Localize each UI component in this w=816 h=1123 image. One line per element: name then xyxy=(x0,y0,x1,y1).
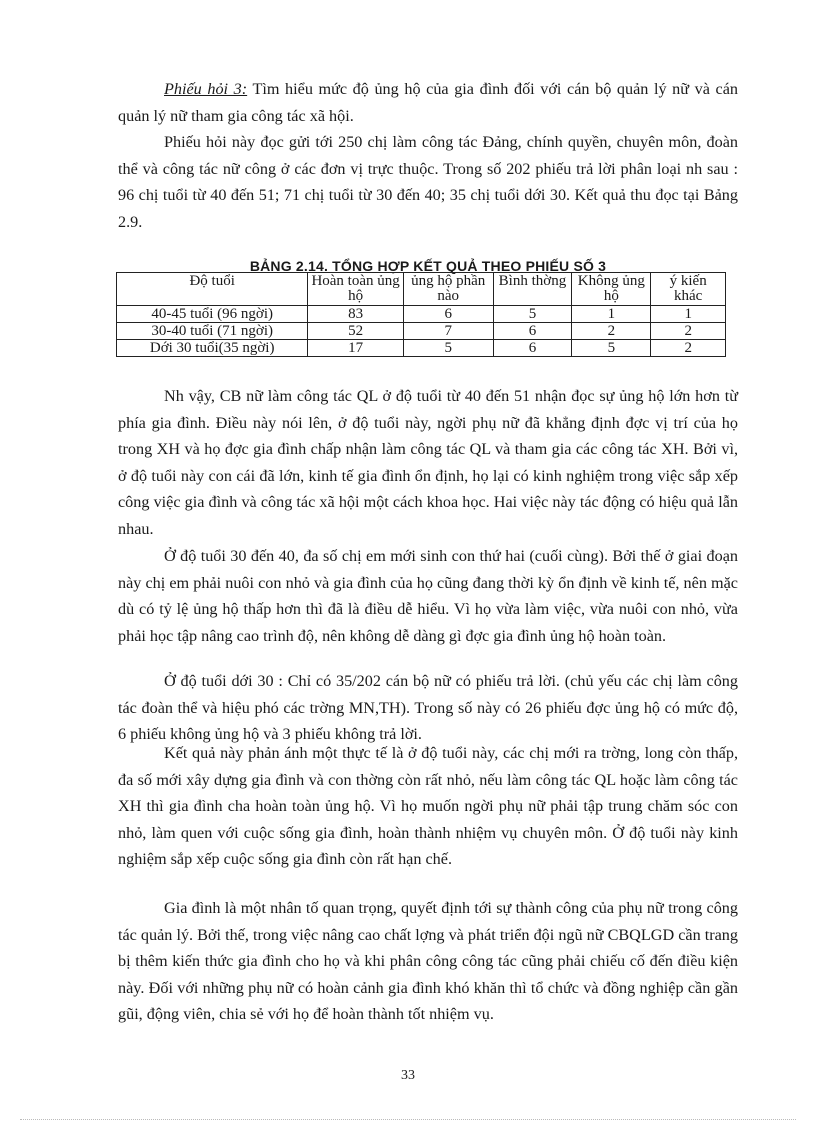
results-table xyxy=(116,272,726,357)
paragraph-5: Kết quả này phản ánh một thực tế là ở độ tuổi này, các chị mới ra trờng, long còn thấp, đa số mới xây dựng gia đình và con thờng còn rất nhỏ, nếu làm công tác QL hoặc làm công tác XH thì gia đình cha hoàn toàn ủng hộ. Vì họ muốn ngời phụ nữ phải tập trung chăm sóc con nhỏ, làm quen với cuộc sống gia đình, hoàn thành nhiệm vụ chuyên môn. Ở độ tuổi này kinh nghiệm sắp xếp cuộc sống gia đình còn rất hạn chế. xyxy=(118,744,738,869)
paragraph-2: Nh vậy, CB nữ làm công tác QL ở độ tuổi từ 40 đến 51 nhận đọc sự ủng hộ lớn hơn từ phía gia đình. Điều này nói lên, ở độ tuổi này, ngời phụ nữ đã khẳng định đợc vị trí của họ trong XH và họ đợc gia đình chấp nhận làm công tác QL và tham gia các công tác XH. Bởi vì, ở độ tuổi này con cái đã lớn, kinh tế gia đình ổn định, họ lại có kinh nghiệm trong việc sắp xếp công việc gia đình và công tác xã hội một cách khoa học. Hai việc này tác động có hiệu quả lẫn nhau. xyxy=(118,387,738,538)
table-header-row xyxy=(117,273,726,306)
header-age: Độ tuổi xyxy=(117,273,308,306)
table-row xyxy=(117,306,726,323)
cell-value: 83 xyxy=(308,306,404,323)
cell-value: 17 xyxy=(308,340,404,357)
cell-value: 6 xyxy=(493,323,572,340)
header-partial-support: ủng hộ phần nào xyxy=(403,273,493,306)
header-neutral: Bình thờng xyxy=(493,273,572,306)
paragraph-6: Gia đình là một nhân tố quan trọng, quyết định tới sự thành công của phụ nữ trong công tác quản lý. Bởi thế, trong việc nâng cao chất lợng và phát triển đội ngũ nữ CBQLGD cần trang bị thêm kiến thức gia đình cho họ và khi phân công công tác cũng phải chiếu cố đến điều kiện này. Đối với những phụ nữ có hoàn cảnh gia đình khó khăn thì tổ chức và đồng nghiệp cần gần gũi, động viên, chia sẻ với họ để hoàn thành tốt nhiệm vụ. xyxy=(118,899,738,1024)
cell-value: 1 xyxy=(651,306,726,323)
table-row xyxy=(117,340,726,357)
paragraph-4: Ở độ tuổi dới 30 : Chỉ có 35/202 cán bộ nữ có phiếu trả lời. (chủ yếu các chị làm công tác đoàn thể và hiệu phó các trờng MN,TH). Trong số này có 26 phiếu đợc ủng hộ có mức độ, 6 phiếu không ủng hộ và 3 phiếu không trả lời. xyxy=(118,672,738,744)
table-row xyxy=(117,323,726,340)
cell-value: 5 xyxy=(493,306,572,323)
cell-value: 6 xyxy=(403,306,493,323)
cell-value: 2 xyxy=(651,323,726,340)
page-number: 33 xyxy=(401,1068,415,1083)
cell-value: 1 xyxy=(572,306,651,323)
cell-age: 30-40 tuổi (71 ngời) xyxy=(117,323,308,340)
intro-label: Phiếu hỏi 3: xyxy=(164,80,248,98)
intro-text: Tìm hiểu mức độ ủng hộ của gia đình đối với cán bộ quản lý nữ và cán quản lý nữ tham gia công tác xã hội. xyxy=(118,80,738,125)
page-bottom-divider xyxy=(20,1119,796,1120)
header-no-support: Không ủng hộ xyxy=(572,273,651,306)
table-title: BẢNG 2.14. TỔNG HỢP KẾT QUẢ THEO PHIẾU SỐ 3 xyxy=(249,258,607,274)
cell-value: 2 xyxy=(572,323,651,340)
cell-value: 52 xyxy=(308,323,404,340)
cell-value: 2 xyxy=(651,340,726,357)
cell-age: 40-45 tuổi (96 ngời) xyxy=(117,306,308,323)
cell-value: 7 xyxy=(403,323,493,340)
paragraph-3: Ở độ tuổi 30 đến 40, đa số chị em mới sinh con thứ hai (cuối cùng). Bởi thế ở giai đoạn này chị em phải nuôi con nhỏ và gia đình của họ cũng đang thời kỳ ổn định về kinh tế, nên mặc dù có tỷ lệ ủng hộ thấp hơn thì đã là điều dễ hiểu. Vì họ vừa làm việc, vừa nuôi con nhỏ, vừa phải học tập nâng cao trình độ, nên không dễ dàng gì đợc gia đình ủng hộ hoàn toàn. xyxy=(118,547,738,645)
cell-value: 6 xyxy=(493,340,572,357)
paragraph-1: Phiếu hỏi này đọc gửi tới 250 chị làm công tác Đảng, chính quyền, chuyên môn, đoàn thể và công tác nữ công ở các đơn vị trực thuộc. Trong số 202 phiếu trả lời phân loại nh sau : 96 chị tuổi từ 40 đến 51; 71 chị tuổi từ 30 đến 40; 35 chị tuổi dới 30. Kết quả thu đọc tại Bảng 2.9. xyxy=(118,133,738,231)
cell-value: 5 xyxy=(403,340,493,357)
header-full-support: Hoàn toàn ủng hộ xyxy=(308,273,404,306)
cell-value: 5 xyxy=(572,340,651,357)
intro-paragraph xyxy=(118,76,738,129)
cell-age: Dới 30 tuổi(35 ngời) xyxy=(117,340,308,357)
header-other: ý kiến khác xyxy=(651,273,726,306)
